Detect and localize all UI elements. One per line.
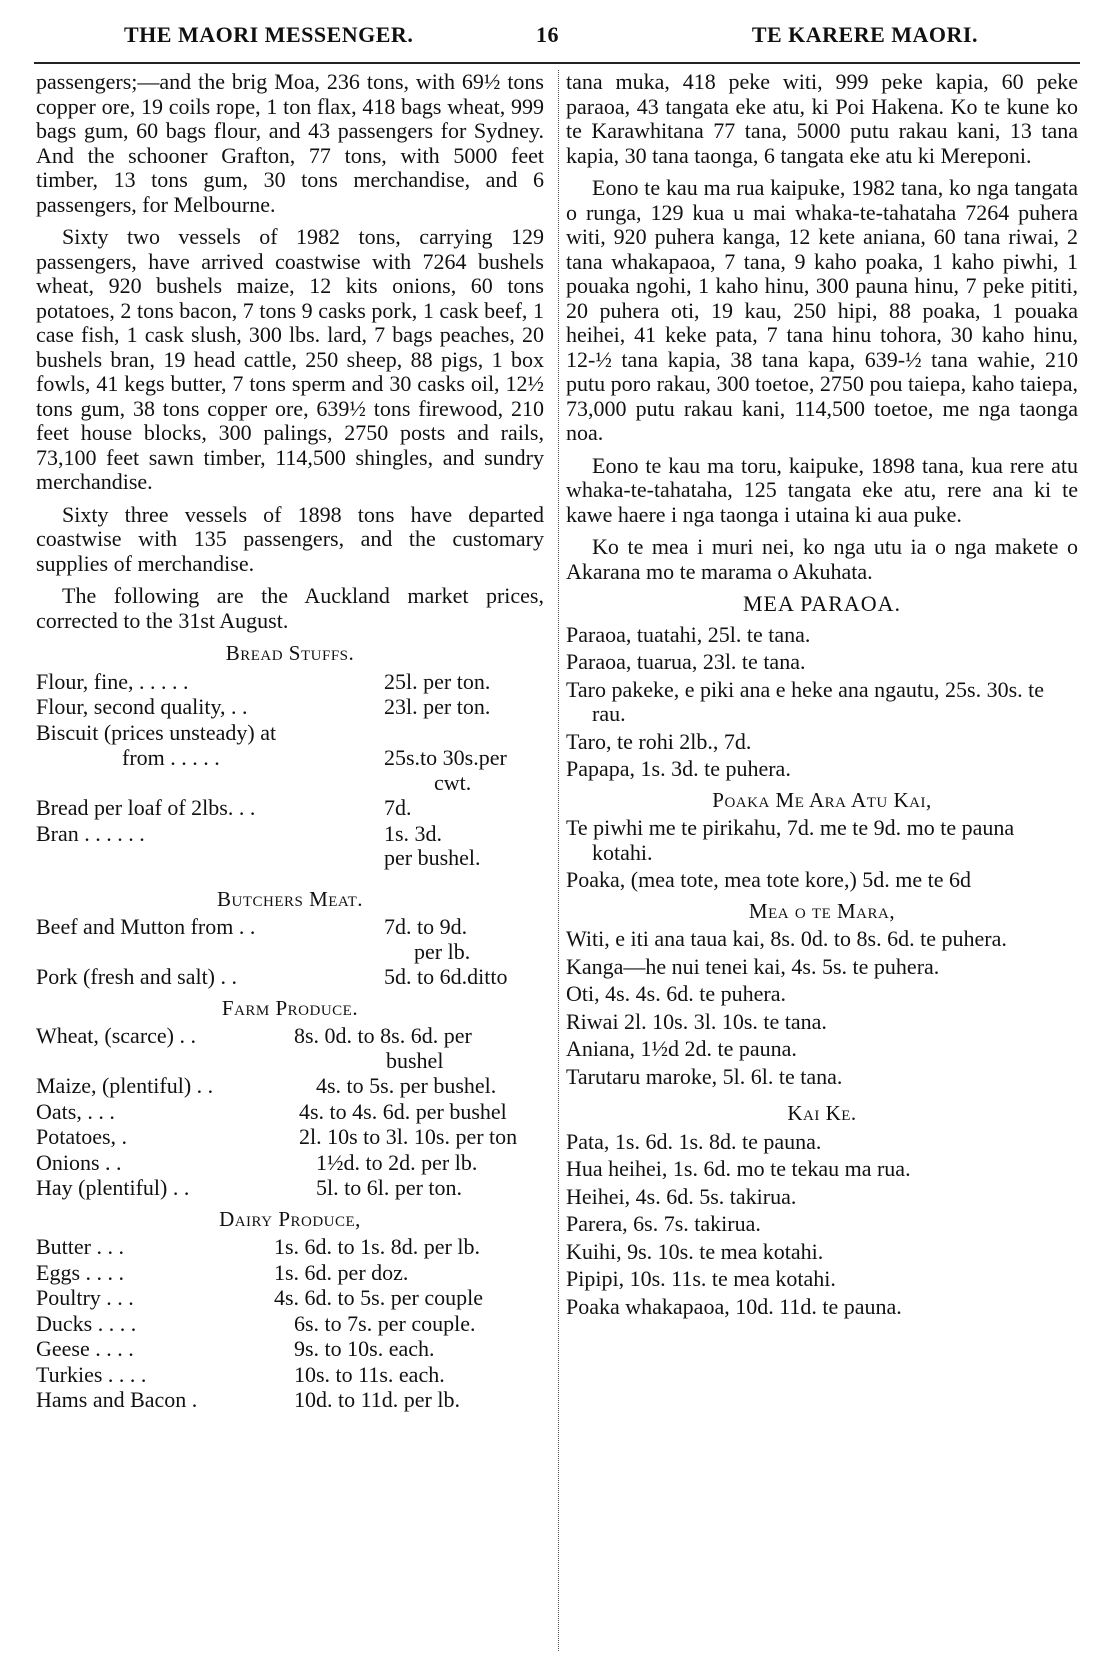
price-row	[36, 695, 544, 720]
price-row	[36, 965, 544, 990]
kai-ke-list	[566, 1130, 1078, 1320]
english-paragraph-1: passengers;—and the brig Moa, 236 tons, with 69½ tons copper ore, 19 coils rope, 1 ton flax, 418 bags wheat, 999 bags gum, 60 bags flour, and 43 passengers for Sydney. And the schooner Grafton, 77 tons, with 5000 feet timber, 13 tons gum, 30 tons merchandise, and 6 passengers, for Melbourne.	[36, 69, 544, 217]
farm-produce-list	[36, 1024, 544, 1201]
price-row	[36, 746, 544, 795]
maori-paragraph-2: Eono te kau ma rua kaipuke, 1982 tana, ko nga tangata o runga, 129 kua u mai whaka-te-tahataha 7264 puhera witi, 920 puhera kanga, 12 kete aniana, 60 tana riwai, 2 tana whakapaoa, 7 tana, 9 kaho poaka, 1 kaho piwhi, 1 pouaka ngohi, 1 kaho hinu, 300 pauna hinu, 7 peke pititi, 20 puhera oti, 19 kau, 250 hipi, 88 poaka, 1 pouaka heihei, 41 keke pata, 7 tana hinu tohora, 30 kaho hinu, 12-½ tana kapia, 38 tana kapa, 639-½ tana wahie, 210 putu poro rakau, 300 toetoe, 2750 pou taiepa, kaho taiepa, 73,000 putu rakau kani, 114,500 toetoe, me nga taonga noa.	[566, 175, 1078, 445]
maori-paragraph-1: tana muka, 418 peke witi, 999 peke kapia, 60 peke paraoa, 43 tangata eke atu, ki Poi Hakena. Ko te kune ko te Karawhitana 77 tana, 5000 putu rakau kani, 13 tana kapia, 30 tana taonga, 6 tangata eke atu ki Mereponi.	[566, 69, 1078, 168]
price-item: Biscuit (prices unsteady) at	[36, 719, 277, 745]
header-rule	[34, 62, 1080, 64]
page-number: 16	[536, 22, 559, 47]
price-line: Hua heihei, 1s. 6d. mo te tekau ma rua.	[566, 1156, 911, 1181]
price-line: Taro, te rohi 2lb., 7d.	[566, 728, 752, 754]
maori-paragraph-3: Eono te kau ma toru, kaipuke, 1898 tana, kua rere atu whaka-te-tahataha, 125 tangata eke atu, rere ana ki te kawe haere i nga taonga i utaina ki aua puke.	[566, 452, 1078, 527]
bread-stuffs-list	[36, 670, 544, 871]
price-item: Pork (fresh and salt) . .	[36, 964, 238, 989]
price-row	[36, 822, 544, 871]
mea-o-te-mara-list	[566, 927, 1078, 1089]
mea-paraoa-list	[566, 623, 1078, 782]
price-value: 7d.	[384, 795, 412, 820]
english-paragraph-4: The following are the Auckland market prices, corrected to the 31st August.	[36, 583, 544, 633]
price-line: Oti, 4s. 4s. 6d. te puhera.	[566, 981, 786, 1006]
price-row	[36, 1024, 544, 1073]
price-value-main: 8s. 0d. to 8s. 6d. per	[294, 1023, 472, 1048]
price-row	[36, 915, 544, 964]
poaka-list	[566, 816, 1078, 893]
price-line: Taro pakeke, e piki ana e heke ana ngautu, 25s. 30s. te rau.	[566, 676, 1045, 726]
poaka-heading: Poaka Me Ara Atu Kai,	[712, 787, 932, 812]
price-value-main: 25s.to 30s.per	[384, 745, 507, 770]
price-line: Kanga—he nui tenei kai, 4s. 5s. te puhera.	[566, 953, 940, 979]
price-value	[384, 915, 544, 964]
price-line: Heihei, 4s. 6d. 5s. takirua.	[566, 1183, 797, 1209]
price-item: Poultry . . .	[36, 1285, 134, 1310]
price-row	[36, 1388, 544, 1413]
price-row	[36, 1337, 544, 1362]
price-value: 6s. to 7s. per couple.	[294, 1310, 476, 1336]
bread-stuffs-heading: Bread Stuffs.	[225, 641, 355, 665]
price-item: Oats, . . .	[36, 1098, 115, 1124]
price-line: Poaka, (mea tote, mea tote kore,) 5d. me te 6d	[566, 867, 972, 892]
price-line: Witi, e iti ana taua kai, 8s. 0d. to 8s. 6d. te puhera.	[566, 926, 1007, 951]
price-row	[36, 1312, 544, 1337]
price-value: 10s. to 11s. each.	[294, 1361, 445, 1387]
price-row	[36, 1151, 544, 1176]
price-item: Potatoes, .	[36, 1124, 128, 1149]
price-item: Bran . . . . . .	[36, 820, 145, 846]
price-item: Flour, fine, . . . . .	[36, 668, 189, 694]
price-item: Maize, (plentiful) . .	[36, 1073, 214, 1098]
dairy-produce-list	[36, 1235, 544, 1413]
price-line: Riwai 2l. 10s. 3l. 10s. te tana.	[566, 1008, 827, 1034]
price-item: Bread per loaf of 2lbs. . .	[36, 795, 256, 820]
price-item: Turkies . . . .	[36, 1361, 147, 1387]
price-line: Papapa, 1s. 3d. te puhera.	[566, 756, 791, 781]
maori-column	[566, 70, 1078, 1322]
price-row	[36, 1363, 544, 1388]
price-value: 1s. 6d. to 1s. 8d. per lb.	[274, 1234, 480, 1259]
price-value: 9s. to 10s. each.	[294, 1336, 435, 1361]
english-paragraph-2: Sixty two vessels of 1982 tons, carrying 129 passengers, have arrived coastwise with 7264 bushels wheat, 920 bushels maize, 12 kits onions, 60 tons potatoes, 2 tons bacon, 7 tons 9 casks pork, 1 cask beef, 1 case fish, 1 cask slush, 300 lbs. lard, 7 bags peaches, 20 bushels bran, 19 head cattle, 250 sheep, 88 pigs, 1 box fowls, 41 kegs butter, 7 tons sperm and 30 casks oil, 12½ tons gum, 38 tons copper ore, 639½ tons firewood, 210 feet house blocks, 300 palings, 2750 posts and rails, 73,100 feet sawn timber, 114,500 shingles, and sundry merchandise.	[36, 224, 544, 494]
kai-ke-heading: Kai Ke.	[787, 1101, 857, 1125]
price-value-continued: bushel	[386, 1047, 444, 1073]
butchers-meat-list	[36, 915, 544, 990]
column-separator	[558, 70, 559, 1651]
mea-paraoa-heading: MEA PARAOA.	[742, 591, 902, 616]
header-english-title: THE MAORI MESSENGER.	[124, 22, 414, 47]
dairy-produce-heading: Dairy Produce,	[219, 1206, 361, 1231]
price-value: 5d. to 6d.ditto	[384, 964, 508, 989]
price-row	[36, 670, 544, 695]
price-value-continued: cwt.	[434, 769, 472, 795]
price-item: from . . . . .	[122, 745, 220, 770]
price-item: Beef and Mutton from . .	[36, 914, 256, 939]
price-value: 25l. per ton.	[384, 668, 491, 694]
price-value: 2l. 10s to 3l. 10s. per ton	[299, 1124, 518, 1149]
price-item: Onions . .	[36, 1149, 122, 1175]
price-row	[36, 1286, 544, 1311]
price-value	[294, 1024, 544, 1073]
price-line: Te piwhi me te pirikahu, 7d. me te 9d. mo te pauna kotahi.	[566, 815, 1015, 865]
price-value-main: 1s. 3d.	[384, 820, 443, 846]
price-line: Poaka whakapaoa, 10d. 11d. te pauna.	[566, 1293, 902, 1319]
price-line: Tarutaru maroke, 5l. 6l. te tana.	[566, 1063, 843, 1089]
header-maori-title: TE KARERE MAORI.	[751, 22, 978, 47]
price-item: Hams and Bacon .	[36, 1387, 198, 1412]
price-value-continued: per lb.	[414, 938, 471, 964]
price-item: Flour, second quality, . .	[36, 694, 248, 719]
price-line: Parera, 6s. 7s. takirua.	[566, 1211, 761, 1236]
price-item: Butter . . .	[36, 1234, 124, 1259]
price-value: 1s. 6d. per doz.	[274, 1259, 409, 1285]
price-row	[36, 721, 544, 746]
price-line: Aniana, 1½d 2d. te pauna.	[566, 1036, 797, 1061]
price-line: Pata, 1s. 6d. 1s. 8d. te pauna.	[566, 1128, 822, 1154]
price-value: 4s. 6d. to 5s. per couple	[274, 1285, 483, 1310]
maori-paragraph-4: Ko te mea i muri nei, ko nga utu ia o nga makete o Akarana mo te marama o Akuhata.	[566, 534, 1078, 584]
english-paragraph-3: Sixty three vessels of 1898 tons have departed coastwise with 135 passengers, and the customary supplies of merchandise.	[36, 501, 544, 576]
price-line: Paraoa, tuarua, 23l. te tana.	[566, 649, 806, 674]
price-value: 4s. to 4s. 6d. per bushel	[299, 1098, 507, 1124]
running-header	[36, 22, 1078, 52]
price-row	[36, 1235, 544, 1260]
price-line: Pipipi, 10s. 11s. te mea kotahi.	[566, 1266, 836, 1291]
price-row	[36, 796, 544, 821]
price-item: Wheat, (scarce) . .	[36, 1023, 197, 1048]
price-item: Hay (plentiful) . .	[36, 1175, 190, 1200]
price-value	[384, 822, 544, 871]
price-value: 23l. per ton.	[384, 694, 491, 719]
butchers-meat-heading: Butchers Meat.	[216, 886, 364, 911]
price-value-main: 7d. to 9d.	[384, 914, 468, 939]
price-line: Paraoa, tuatahi, 25l. te tana.	[566, 621, 811, 647]
price-row	[36, 1261, 544, 1286]
price-value: 4s. to 5s. per bushel.	[316, 1073, 497, 1098]
price-item: Geese . . . .	[36, 1336, 134, 1361]
price-value-continued: per bushel.	[384, 845, 481, 870]
mea-o-te-mara-heading: Mea o te Mara,	[748, 898, 896, 923]
price-row	[36, 1074, 544, 1099]
price-value: 1½d. to 2d. per lb.	[316, 1149, 478, 1175]
farm-produce-heading: Farm Produce.	[221, 995, 359, 1020]
price-line: Kuihi, 9s. 10s. te mea kotahi.	[566, 1238, 824, 1264]
english-column	[36, 70, 544, 1414]
price-row	[36, 1100, 544, 1125]
price-item: Eggs . . . .	[36, 1259, 124, 1285]
price-item: Ducks . . . .	[36, 1310, 137, 1336]
price-value: 5l. to 6l. per ton.	[316, 1175, 463, 1200]
price-value: 10d. to 11d. per lb.	[294, 1387, 460, 1412]
price-value	[384, 746, 544, 795]
price-row	[36, 1176, 544, 1201]
price-row	[36, 1125, 544, 1150]
